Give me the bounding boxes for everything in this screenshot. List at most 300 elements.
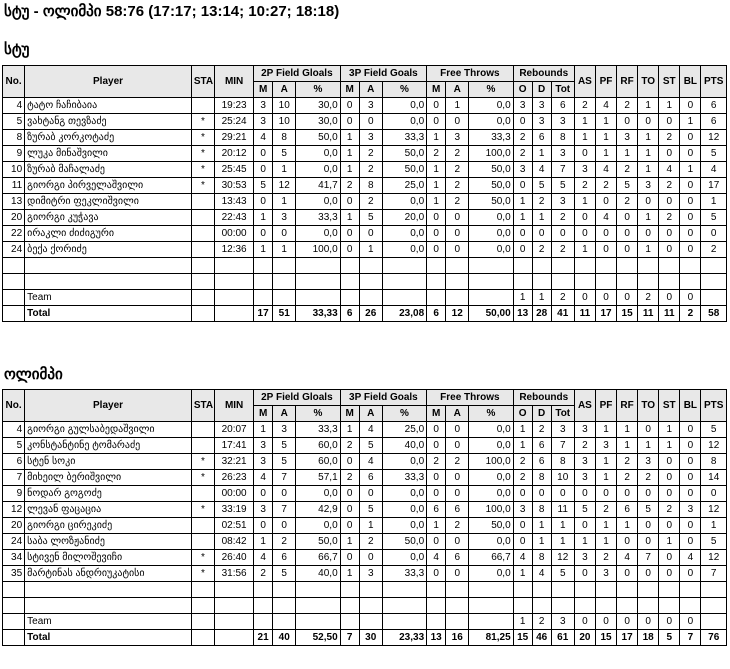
header-player: Player (25, 390, 192, 422)
subheader-a: A (273, 82, 296, 98)
stat-to: 0 (638, 534, 659, 550)
stat-bl: 3 (680, 502, 701, 518)
minutes: 00:00 (215, 226, 254, 242)
stat-ftp: 100,0 (469, 502, 513, 518)
stat-pf: 4 (595, 210, 616, 226)
team-stat-pf: 0 (595, 614, 616, 630)
stat-bl: 1 (680, 162, 701, 178)
stat-rf: 2 (617, 162, 638, 178)
player-number: 7 (3, 470, 25, 486)
stat-as: 1 (574, 194, 595, 210)
stat-as: 0 (574, 210, 595, 226)
player-number: 35 (3, 566, 25, 582)
starter-mark: * (191, 566, 214, 582)
stat-rf: 0 (617, 226, 638, 242)
team-stat-st: 0 (659, 290, 680, 306)
header-no: No. (3, 66, 25, 98)
stat-pts: 6 (701, 114, 727, 130)
stat-fg2a: 3 (273, 210, 296, 226)
player-name: ბექა ქორიძე (25, 242, 192, 258)
stat-d: 5 (532, 178, 551, 194)
stat-bl: 0 (680, 534, 701, 550)
stat-st: 1 (659, 98, 680, 114)
stat-ftm: 2 (427, 454, 446, 470)
stat-as: 1 (574, 534, 595, 550)
subheader-o: O (513, 82, 532, 98)
team-stat-pf: 0 (595, 290, 616, 306)
total-stat-to: 18 (638, 630, 659, 646)
team-stat-to: 2 (638, 290, 659, 306)
player-name: ვახტანგ თევზაძე (25, 114, 192, 130)
player-name: ზურაბ კორკოტაძე (25, 130, 192, 146)
stat-pf: 2 (595, 550, 616, 566)
stat-fg3a: 5 (359, 210, 382, 226)
header-pts: PTS (701, 390, 727, 422)
stat-tot: 2 (551, 210, 574, 226)
starter-mark (191, 486, 214, 502)
stat-bl: 0 (680, 422, 701, 438)
stat-pts: 12 (701, 438, 727, 454)
stat-fg2p: 0,0 (296, 162, 340, 178)
stat-o: 1 (513, 438, 532, 454)
subheader-pct: % (469, 82, 513, 98)
stat-tot: 5 (551, 566, 574, 582)
stat-to: 1 (638, 162, 659, 178)
team-stat-rf: 0 (617, 614, 638, 630)
stat-rf: 1 (617, 518, 638, 534)
starter-mark: * (191, 470, 214, 486)
header-sta: STA (191, 390, 214, 422)
total-stat-fg2a: 51 (273, 306, 296, 322)
stat-fg3m: 2 (340, 438, 359, 454)
table-row (3, 114, 727, 130)
stat-rf: 6 (617, 502, 638, 518)
stat-fg3p: 20,0 (382, 210, 426, 226)
stat-fg2p: 30,0 (296, 114, 340, 130)
stat-pf: 1 (595, 130, 616, 146)
subheader-a: A (446, 406, 469, 422)
player-name: ირაკლი ძიძიგური (25, 226, 192, 242)
team-stat-st: 0 (659, 614, 680, 630)
stat-fg3m: 0 (340, 194, 359, 210)
minutes: 02:51 (215, 518, 254, 534)
player-name: კონსტანტინე ტომარაძე (25, 438, 192, 454)
stat-o: 3 (513, 162, 532, 178)
subheader-m: M (427, 82, 446, 98)
stat-fg3p: 50,0 (382, 146, 426, 162)
stat-bl: 1 (680, 114, 701, 130)
stat-ftp: 0,0 (469, 114, 513, 130)
stat-fta: 0 (446, 534, 469, 550)
total-stat-fg3a: 30 (359, 630, 382, 646)
stat-fg2a: 5 (273, 566, 296, 582)
stat-fg2a: 0 (273, 518, 296, 534)
stat-fg2m: 3 (254, 98, 273, 114)
stat-fg3a: 4 (359, 454, 382, 470)
stat-rf: 0 (617, 486, 638, 502)
header-as: AS (574, 66, 595, 98)
stat-pf: 4 (595, 98, 616, 114)
stat-fg3m: 1 (340, 422, 359, 438)
stat-ftp: 50,0 (469, 194, 513, 210)
stat-pf: 4 (595, 162, 616, 178)
stat-fg2p: 57,1 (296, 470, 340, 486)
stat-pts: 2 (701, 242, 727, 258)
stat-fg3m: 1 (340, 162, 359, 178)
stat-pf: 1 (595, 454, 616, 470)
stat-fg3p: 0,0 (382, 550, 426, 566)
boxscore-table-home (2, 65, 727, 322)
header-2p-field-goals: 2P Field Gloals (254, 390, 341, 406)
total-stat-fg3m: 6 (340, 306, 359, 322)
stat-bl: 0 (680, 486, 701, 502)
stat-fg3a: 2 (359, 146, 382, 162)
player-name: მიხეილ ბერიშვილი (25, 470, 192, 486)
stat-fg2a: 10 (273, 114, 296, 130)
header-row (3, 390, 727, 406)
total-stat-to: 11 (638, 306, 659, 322)
stat-pts: 5 (701, 146, 727, 162)
stat-fta: 0 (446, 114, 469, 130)
starter-mark: * (191, 550, 214, 566)
stat-ftp: 50,0 (469, 162, 513, 178)
stat-fg3m: 2 (340, 470, 359, 486)
stat-fg2m: 0 (254, 486, 273, 502)
stat-to: 0 (638, 194, 659, 210)
stat-fg2a: 2 (273, 534, 296, 550)
stat-d: 2 (532, 422, 551, 438)
header-free-throws: Free Throws (427, 390, 514, 406)
total-stat-fg3a: 26 (359, 306, 382, 322)
player-name: გიორგი გულსაბედაშვილი (25, 422, 192, 438)
stat-fg2m: 4 (254, 130, 273, 146)
stat-ftm: 1 (427, 194, 446, 210)
stat-fg2m: 0 (254, 146, 273, 162)
header-2p-field-goals: 2P Field Gloals (254, 66, 341, 82)
stat-pf: 1 (595, 146, 616, 162)
player-number: 5 (3, 438, 25, 454)
stat-fg2m: 0 (254, 518, 273, 534)
stat-d: 8 (532, 550, 551, 566)
stat-st: 0 (659, 146, 680, 162)
stat-fg3a: 0 (359, 550, 382, 566)
stat-st: 0 (659, 114, 680, 130)
player-name: გიორგი ცირეკიძე (25, 518, 192, 534)
minutes: 20:12 (215, 146, 254, 162)
table-row (3, 438, 727, 454)
game-title: სტუ - ოლიმპი 58:76 (17:17; 13:14; 10:27; 18:18) (4, 3, 340, 20)
team-row-label: Team (25, 290, 192, 306)
stat-d: 0 (532, 226, 551, 242)
header-rebounds: Rebounds (513, 66, 574, 82)
stat-fg2p: 40,0 (296, 566, 340, 582)
stat-ftp: 66,7 (469, 550, 513, 566)
stat-pts: 6 (701, 98, 727, 114)
header-min: MIN (215, 390, 254, 422)
stat-fg2p: 41,7 (296, 178, 340, 194)
stat-fta: 0 (446, 486, 469, 502)
total-stat-fg2p: 52,50 (296, 630, 340, 646)
stat-to: 1 (638, 146, 659, 162)
stat-fg3a: 1 (359, 518, 382, 534)
subheader-pct: % (469, 406, 513, 422)
stat-fg2p: 42,9 (296, 502, 340, 518)
minutes: 22:43 (215, 210, 254, 226)
stat-fg3m: 0 (340, 114, 359, 130)
stat-ftm: 0 (427, 422, 446, 438)
total-row (3, 630, 727, 646)
stat-as: 3 (574, 470, 595, 486)
total-stat-fg2p: 33,33 (296, 306, 340, 322)
stat-pf: 0 (595, 486, 616, 502)
stat-fg3m: 0 (340, 226, 359, 242)
table-row (3, 550, 727, 566)
stat-fg2m: 3 (254, 114, 273, 130)
stat-o: 1 (513, 566, 532, 582)
stat-o: 1 (513, 422, 532, 438)
stat-fg3p: 0,0 (382, 518, 426, 534)
stat-fg2a: 10 (273, 98, 296, 114)
stat-fta: 0 (446, 422, 469, 438)
minutes: 08:42 (215, 534, 254, 550)
stat-fg2p: 0,0 (296, 518, 340, 534)
stat-fg3a: 5 (359, 502, 382, 518)
stat-as: 1 (574, 242, 595, 258)
stat-fg2a: 3 (273, 422, 296, 438)
stat-fg2p: 0,0 (296, 194, 340, 210)
stat-st: 1 (659, 438, 680, 454)
subheader-m: M (254, 406, 273, 422)
player-name: მარტინას ანდრიუკატისი (25, 566, 192, 582)
team-stat-bl: 0 (680, 614, 701, 630)
stat-fg3m: 1 (340, 210, 359, 226)
stat-d: 6 (532, 130, 551, 146)
stat-ftp: 0,0 (469, 470, 513, 486)
player-name: გიორგი პირველაშვილი (25, 178, 192, 194)
stat-as: 1 (574, 130, 595, 146)
stat-to: 0 (638, 114, 659, 130)
stat-as: 0 (574, 566, 595, 582)
team-row (3, 290, 727, 306)
stat-pts: 1 (701, 518, 727, 534)
header-st: ST (659, 390, 680, 422)
stat-fg3p: 0,0 (382, 194, 426, 210)
player-name: ლევან ფაცაცია (25, 502, 192, 518)
minutes: 26:40 (215, 550, 254, 566)
stat-bl: 0 (680, 130, 701, 146)
header-bl: BL (680, 390, 701, 422)
starter-mark (191, 518, 214, 534)
subheader-d: D (532, 406, 551, 422)
total-stat-bl: 7 (680, 630, 701, 646)
stat-as: 2 (574, 98, 595, 114)
subheader-pct: % (296, 82, 340, 98)
stat-fg3a: 5 (359, 438, 382, 454)
stat-bl: 0 (680, 194, 701, 210)
total-stat-d: 28 (532, 306, 551, 322)
stat-o: 0 (513, 518, 532, 534)
stat-pf: 1 (595, 518, 616, 534)
table-row (3, 422, 727, 438)
minutes: 26:23 (215, 470, 254, 486)
stat-ftm: 1 (427, 178, 446, 194)
total-stat-as: 11 (574, 306, 595, 322)
stat-bl: 0 (680, 226, 701, 242)
table-row (3, 470, 727, 486)
stat-ftm: 0 (427, 98, 446, 114)
stat-fta: 0 (446, 470, 469, 486)
minutes: 32:21 (215, 454, 254, 470)
stat-fg3a: 3 (359, 566, 382, 582)
player-name: ზურაბ მაჩალაძე (25, 162, 192, 178)
stat-rf: 1 (617, 146, 638, 162)
stat-ftm: 0 (427, 534, 446, 550)
stat-fg3m: 1 (340, 534, 359, 550)
stat-fg3p: 33,3 (382, 130, 426, 146)
stat-bl: 0 (680, 98, 701, 114)
stat-ftm: 1 (427, 162, 446, 178)
header-st: ST (659, 66, 680, 98)
total-stat-o: 13 (513, 306, 532, 322)
stat-as: 5 (574, 502, 595, 518)
table-row (3, 210, 727, 226)
stat-fg2a: 5 (273, 438, 296, 454)
stat-bl: 0 (680, 438, 701, 454)
starter-mark (191, 98, 214, 114)
stat-to: 1 (638, 242, 659, 258)
stat-fg3m: 1 (340, 146, 359, 162)
stat-ftm: 6 (427, 502, 446, 518)
stat-fg3p: 0,0 (382, 502, 426, 518)
stat-fg3m: 1 (340, 566, 359, 582)
stat-tot: 5 (551, 178, 574, 194)
stat-as: 3 (574, 162, 595, 178)
stat-rf: 2 (617, 470, 638, 486)
stat-fta: 2 (446, 454, 469, 470)
stat-st: 0 (659, 226, 680, 242)
team-row (3, 614, 727, 630)
stat-pts: 5 (701, 534, 727, 550)
stat-to: 0 (638, 422, 659, 438)
table-row (3, 194, 727, 210)
header-3p-field-goals: 3P Field Goals (340, 390, 427, 406)
stat-fg2m: 1 (254, 242, 273, 258)
header-rebounds: Rebounds (513, 390, 574, 406)
table-row (3, 534, 727, 550)
table-row (3, 502, 727, 518)
stat-tot: 12 (551, 550, 574, 566)
total-stat-fg3p: 23,08 (382, 306, 426, 322)
stat-fg2a: 12 (273, 178, 296, 194)
stat-tot: 8 (551, 130, 574, 146)
stat-fta: 0 (446, 210, 469, 226)
stat-st: 1 (659, 534, 680, 550)
header-pf: PF (595, 390, 616, 422)
team-name-home: სტუ (4, 41, 30, 58)
stat-tot: 2 (551, 242, 574, 258)
stat-st: 4 (659, 162, 680, 178)
subheader-a: A (359, 406, 382, 422)
stat-fg3p: 25,0 (382, 422, 426, 438)
stat-ftp: 50,0 (469, 518, 513, 534)
stat-fg2p: 50,0 (296, 534, 340, 550)
table-row (3, 130, 727, 146)
minutes: 13:43 (215, 194, 254, 210)
subheader-a: A (359, 82, 382, 98)
header-free-throws: Free Throws (427, 66, 514, 82)
stat-d: 1 (532, 210, 551, 226)
stat-fta: 2 (446, 518, 469, 534)
stat-fg2p: 30,0 (296, 98, 340, 114)
stat-to: 2 (638, 470, 659, 486)
minutes: 25:45 (215, 162, 254, 178)
stat-pts: 5 (701, 422, 727, 438)
total-row-label: Total (25, 306, 192, 322)
stat-tot: 8 (551, 454, 574, 470)
table-row (3, 162, 727, 178)
stat-o: 2 (513, 146, 532, 162)
team-stat-rf: 0 (617, 290, 638, 306)
subheader-a: A (273, 406, 296, 422)
stat-fg2m: 0 (254, 194, 273, 210)
minutes: 30:53 (215, 178, 254, 194)
stat-ftm: 0 (427, 210, 446, 226)
stat-pf: 1 (595, 534, 616, 550)
total-stat-pts: 76 (701, 630, 727, 646)
empty-row (3, 598, 727, 614)
minutes: 20:07 (215, 422, 254, 438)
total-stat-st: 11 (659, 306, 680, 322)
stat-o: 0 (513, 178, 532, 194)
stat-fg2m: 0 (254, 226, 273, 242)
player-number: 9 (3, 146, 25, 162)
stat-fg3a: 1 (359, 242, 382, 258)
stat-o: 0 (513, 486, 532, 502)
stat-pf: 0 (595, 242, 616, 258)
table-row (3, 486, 727, 502)
stat-tot: 7 (551, 438, 574, 454)
total-stat-ftp: 81,25 (469, 630, 513, 646)
stat-pts: 1 (701, 194, 727, 210)
minutes: 19:23 (215, 98, 254, 114)
stat-tot: 3 (551, 194, 574, 210)
minutes: 25:24 (215, 114, 254, 130)
header-rf: RF (617, 390, 638, 422)
stat-fg3a: 4 (359, 422, 382, 438)
stat-fg3a: 3 (359, 130, 382, 146)
stat-d: 6 (532, 438, 551, 454)
stat-tot: 1 (551, 534, 574, 550)
stat-d: 6 (532, 454, 551, 470)
stat-pts: 7 (701, 566, 727, 582)
empty-row (3, 274, 727, 290)
stat-fg2m: 4 (254, 550, 273, 566)
stat-st: 2 (659, 502, 680, 518)
player-number: 12 (3, 502, 25, 518)
total-stat-ftm: 13 (427, 630, 446, 646)
team-stat-o: 1 (513, 614, 532, 630)
stat-st: 2 (659, 178, 680, 194)
stat-fg2m: 1 (254, 534, 273, 550)
stat-fg2m: 5 (254, 178, 273, 194)
minutes: 31:56 (215, 566, 254, 582)
stat-fta: 2 (446, 146, 469, 162)
stat-pf: 3 (595, 566, 616, 582)
stat-fta: 6 (446, 502, 469, 518)
total-stat-pf: 17 (595, 306, 616, 322)
stat-tot: 1 (551, 518, 574, 534)
stat-fg3m: 0 (340, 98, 359, 114)
